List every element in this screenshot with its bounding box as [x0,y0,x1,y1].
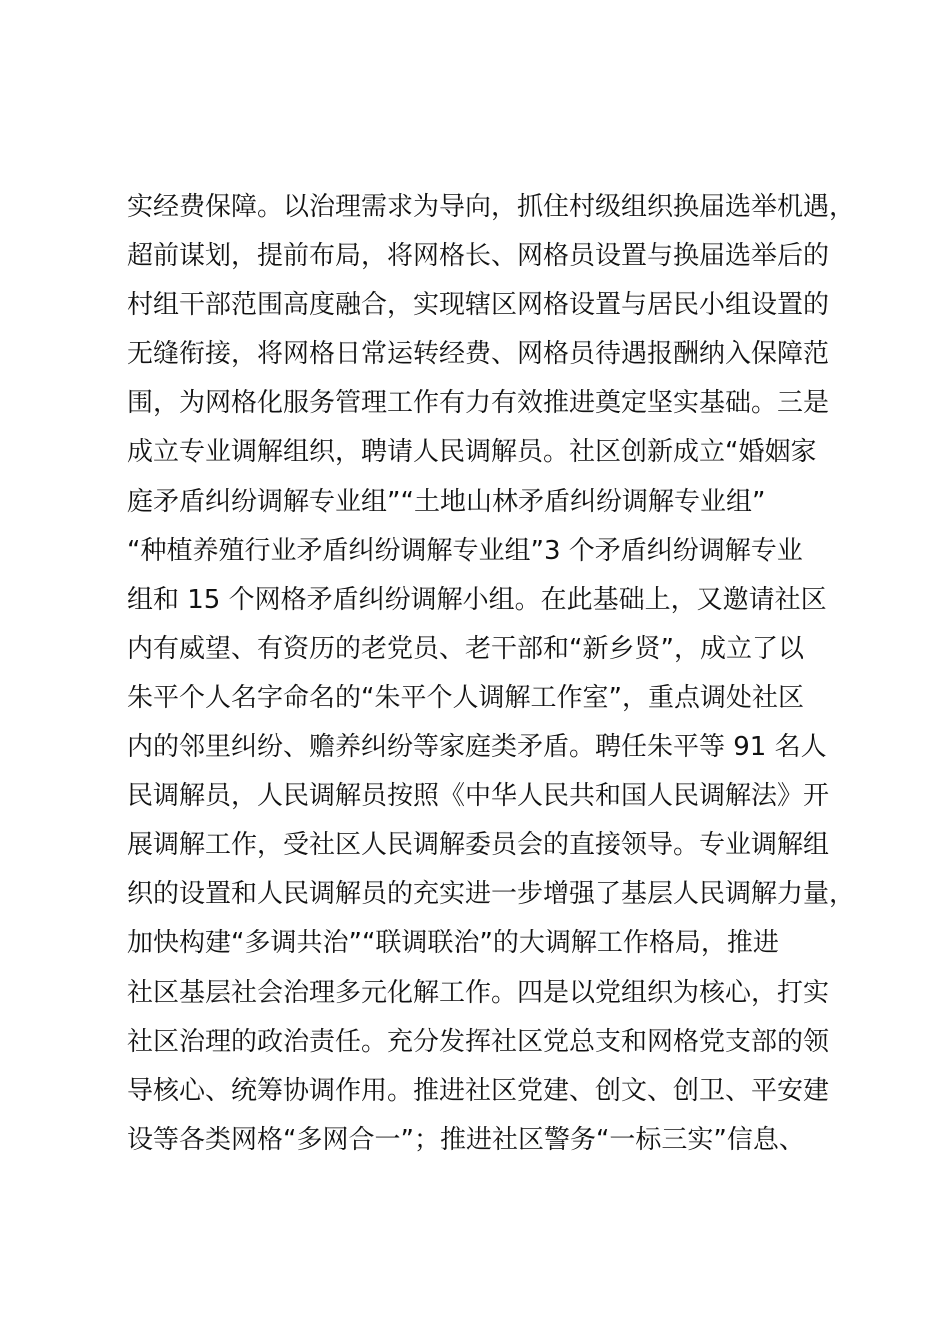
text-line: 导核心、统筹协调作用。推进社区党建、创文、创卫、平安建 [127,1075,830,1106]
text-line: 围，为网格化服务管理工作有力有效推进奠定坚实基础。三是 [127,388,830,419]
text-line: 内的邻里纠纷、赡养纠纷等家庭类矛盾。聘任朱平等 91 名人 [127,732,827,763]
text-line: 组和 15 个网格矛盾纠纷调解小组。在此基础上，又邀请社区 [127,584,827,615]
text-line: 内有威望、有资历的老党员、老干部和“新乡贤”，成立了以 [127,633,804,664]
text-line: 社区基层社会治理多元化解工作。四是以党组织为核心，打实 [127,977,830,1008]
text-line: “种植养殖行业矛盾纠纷调解专业组”3 个矛盾纠纷调解专业 [127,535,803,566]
text-line: 展调解工作，受社区人民调解委员会的直接领导。专业调解组 [127,830,830,861]
text-line: 加快构建“多调共治”“联调联治”的大调解工作格局，推进 [127,928,779,959]
text-line: 超前谋划，提前布局，将网格长、网格员设置与换届选举后的 [127,241,830,272]
text-line: 庭矛盾纠纷调解专业组”“土地山林矛盾纠纷调解专业组” [127,486,766,517]
text-line: 民调解员，人民调解员按照《中华人民共和国人民调解法》开 [127,781,830,812]
text-line: 成立专业调解组织，聘请人民调解员。社区创新成立“婚姻家 [127,437,817,468]
text-line: 实经费保障。以治理需求为导向，抓住村级组织换届选举机遇， [127,192,856,222]
text-line: 朱平个人名字命名的“朱平个人调解工作室”，重点调处社区 [127,682,804,713]
text-line: 社区治理的政治责任。充分发挥社区党总支和网格党支部的领 [127,1026,830,1057]
text-line: 设等各类网格“多网合一”；推进社区警务“一标三实”信息、 [127,1124,805,1155]
text-line: 织的设置和人民调解员的充实进一步增强了基层人民调解力量， [127,879,856,910]
body-paragraph [127,183,857,1165]
text-line: 无缝衔接，将网格日常运转经费、网格员待遇报酬纳入保障范 [127,339,830,370]
text-line: 村组干部范围高度融合，实现辖区网格设置与居民小组设置的 [127,290,830,321]
